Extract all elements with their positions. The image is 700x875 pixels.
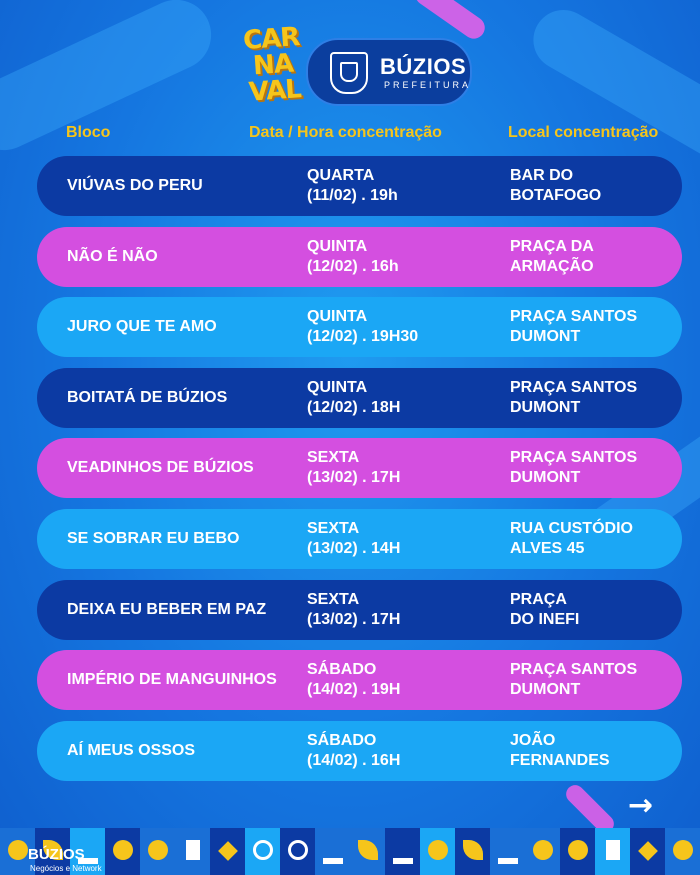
- carnaval-logo-line: VAL: [247, 74, 302, 108]
- star-icon: [630, 828, 665, 875]
- data-date-time: (12/02) . 19H30: [307, 328, 419, 345]
- prefeitura-logo-sub: PREFEITURA: [384, 80, 472, 90]
- local: [510, 378, 637, 418]
- sun-icon: [105, 828, 140, 875]
- next-arrow-icon[interactable]: →: [628, 788, 654, 823]
- local-line-2: ALVES 45: [510, 540, 585, 557]
- footer-logo: BÚZIOS: [28, 846, 85, 863]
- local-line-1: PRAÇA SANTOS: [510, 449, 638, 466]
- data-date-time: (13/02) . 14H: [307, 540, 401, 557]
- data-hora: [307, 519, 400, 559]
- column-header-bloco: Bloco: [66, 124, 111, 141]
- circle-icon: [560, 828, 595, 875]
- data-hora: [307, 590, 400, 630]
- local-line-1: PRAÇA: [510, 591, 567, 608]
- carnaval-logo-line: NA: [252, 48, 294, 82]
- local: [510, 660, 637, 700]
- data-date-time: (12/02) . 18H: [307, 399, 401, 416]
- bloco-name: NÃO É NÃO: [67, 248, 158, 265]
- data-hora: [307, 166, 398, 206]
- bloco-name: SE SOBRAR EU BEBO: [67, 530, 240, 547]
- chapel-icon: [595, 828, 630, 875]
- local-line-2: FERNANDES: [510, 752, 610, 769]
- data-date-time: (14/02) . 16H: [307, 752, 401, 769]
- sun-icon: [525, 828, 560, 875]
- local: [510, 731, 610, 771]
- boat-icon: [315, 828, 350, 875]
- sun-icon: [665, 828, 700, 875]
- schedule-row: [37, 650, 682, 710]
- local-line-2: DO INEFI: [510, 611, 580, 628]
- schedule-row: [37, 368, 682, 428]
- schedule-row: [37, 438, 682, 498]
- circle-icon: [140, 828, 175, 875]
- bloco-name: VEADINHOS DE BÚZIOS: [67, 459, 254, 476]
- header: [0, 18, 700, 118]
- chapel-icon: [175, 828, 210, 875]
- bloco-name: BOITATÁ DE BÚZIOS: [67, 389, 228, 406]
- recycle-icon: [245, 828, 280, 875]
- carnaval-logo-line: CAR: [242, 22, 301, 56]
- local-line-1: BAR DO: [510, 167, 574, 184]
- boat-icon: [385, 828, 420, 875]
- star-icon: [210, 828, 245, 875]
- local-line-2: DUMONT: [510, 469, 581, 486]
- local: [510, 166, 601, 206]
- local-line-1: PRAÇA SANTOS: [510, 308, 638, 325]
- local-line-1: JOÃO: [510, 732, 556, 749]
- local-line-2: DUMONT: [510, 399, 581, 416]
- data-day: QUINTA: [307, 308, 368, 325]
- data-day: SÁBADO: [307, 661, 377, 678]
- leaf-icon: [350, 828, 385, 875]
- data-hora: [307, 731, 400, 771]
- bloco-name: AÍ MEUS OSSOS: [67, 742, 196, 759]
- footer-icon-strip: [0, 828, 700, 875]
- local-line-1: RUA CUSTÓDIO: [510, 520, 633, 537]
- data-day: QUINTA: [307, 379, 368, 396]
- column-header-data: Data / Hora concentração: [249, 124, 442, 141]
- prefeitura-logo: [306, 38, 472, 106]
- local: [510, 237, 594, 277]
- data-day: SEXTA: [307, 591, 360, 608]
- local: [510, 519, 633, 559]
- local-line-2: BOTAFOGO: [510, 187, 602, 204]
- data-date-time: (13/02) . 17H: [307, 611, 401, 628]
- schedule-row: [37, 227, 682, 287]
- local: [510, 448, 637, 488]
- data-day: QUARTA: [307, 167, 375, 184]
- data-date-time: (14/02) . 19H: [307, 681, 401, 698]
- sun-icon: [420, 828, 455, 875]
- prefeitura-logo-name: BÚZIOS: [380, 54, 467, 79]
- data-day: SÁBADO: [307, 732, 377, 749]
- bloco-name: VIÚVAS DO PERU: [67, 177, 203, 194]
- schedule-row: [37, 509, 682, 569]
- local-line-2: DUMONT: [510, 681, 581, 698]
- schedule-row: [37, 297, 682, 357]
- data-date-time: (11/02) . 19h: [307, 187, 398, 204]
- data-date-time: (12/02) . 16h: [307, 258, 399, 275]
- data-day: QUINTA: [307, 238, 368, 255]
- data-hora: [307, 237, 399, 277]
- local: [510, 307, 637, 347]
- carnaval-logo: [233, 24, 312, 107]
- data-hora: [307, 448, 400, 488]
- schedule-row: [37, 721, 682, 781]
- column-header-local: Local concentração: [508, 124, 659, 141]
- local-line-2: DUMONT: [510, 328, 581, 345]
- bloco-name: DEIXA EU BEBER EM PAZ: [67, 601, 267, 618]
- data-hora: [307, 660, 400, 700]
- local-line-1: PRAÇA SANTOS: [510, 379, 638, 396]
- footer-logo-sub: Negócios e Network: [30, 864, 102, 873]
- schedule-row: [37, 156, 682, 216]
- data-hora: [307, 378, 400, 418]
- bloco-name: JURO QUE TE AMO: [67, 318, 217, 335]
- crest-icon: [330, 52, 368, 94]
- local-line-1: PRAÇA DA: [510, 238, 594, 255]
- wave-icon: [280, 828, 315, 875]
- data-date-time: (13/02) . 17H: [307, 469, 401, 486]
- boat-icon: [490, 828, 525, 875]
- schedule-row: [37, 580, 682, 640]
- leaf-icon: [455, 828, 490, 875]
- local-line-2: ARMAÇÃO: [510, 258, 594, 275]
- bloco-name: IMPÉRIO DE MANGUINHOS: [67, 671, 277, 688]
- data-day: SEXTA: [307, 520, 360, 537]
- data-day: SEXTA: [307, 449, 360, 466]
- data-hora: [307, 307, 418, 347]
- local: [510, 590, 579, 630]
- local-line-1: PRAÇA SANTOS: [510, 661, 638, 678]
